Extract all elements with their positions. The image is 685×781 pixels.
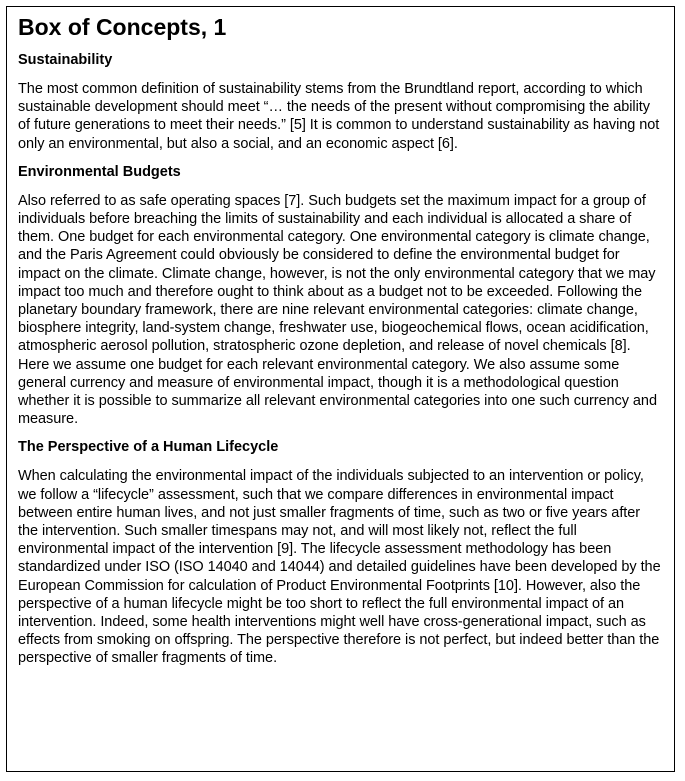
section-body-environmental-budgets: Also referred to as safe operating spaces [7]. Such budgets set the maximum impact for a group of individuals before breaching the limits of sustainability and each individual is allocated a share of them. One budget for each environmental category. One environmental category is climate change, and the Paris Agreement could obviously be considered to define the environmental budget for impact on the climate. Climate change, however, is not the only environmental category that we may impact too much and therefore ought to think about as a budget not to be exceeded. Following the planetary boundary framework, there are nine relevant environmental categories: climate change, biosphere integrity, land-system change, freshwater use, biogeochemical flows, ocean acidification, atmospheric aerosol pollution, stratospheric ozone depletion, and release of novel chemicals [8]. Here we assume one budget for each relevant environmental category. We also assume some general currency and measure of environmental impact, though it is a methodological question whether it is possible to summarize all relevant environmental categories into one such currency and measure. xyxy=(18,192,657,428)
section-heading-sustainability: Sustainability xyxy=(18,52,113,68)
section-heading-environmental-budgets: Environmental Budgets xyxy=(18,163,181,180)
section-heading-human-lifecycle: The Perspective of a Human Lifecycle xyxy=(18,439,279,456)
section-body-sustainability: The most common definition of sustainability stems from the Brundtland report, according to which sustainable development should meet “… the needs of the present without compromising the ability of future generations to meet their needs.” [5] It is common to understand sustainability as having not only an environmental, but also a social, and an economic aspect [6]. xyxy=(18,81,660,152)
box-title: Box of Concepts, 1 xyxy=(18,14,227,40)
section-body-human-lifecycle: When calculating the environmental impact of the individuals subjected to an intervention or policy, we follow a “lifecycle” assessment, such that we compare differences in environmental impact between entire human lives, and not just smaller fragments of time, such as two or five years after the intervention. Such smaller timespans may not, and will most likely not, reflect the full environmental impact of the intervention [9]. The lifecycle assessment methodology has been standardized under ISO (ISO 14040 and 14044) and detailed guidelines have been developed by the European Commission for calculation of Product Environmental Footprints [10]. However, also the perspective of a human lifecycle might be too short to reflect the full environmental impact of an intervention. Indeed, some health interventions might well have cross-generational impact, such as effects from smoking on offspring. The perspective therefore is not perfect, but indeed better than the perspective of smaller fragments of time. xyxy=(18,468,661,667)
section-environmental-budgets xyxy=(18,163,663,429)
section-human-lifecycle xyxy=(18,438,663,667)
concept-box xyxy=(6,6,675,772)
section-sustainability xyxy=(18,51,663,153)
